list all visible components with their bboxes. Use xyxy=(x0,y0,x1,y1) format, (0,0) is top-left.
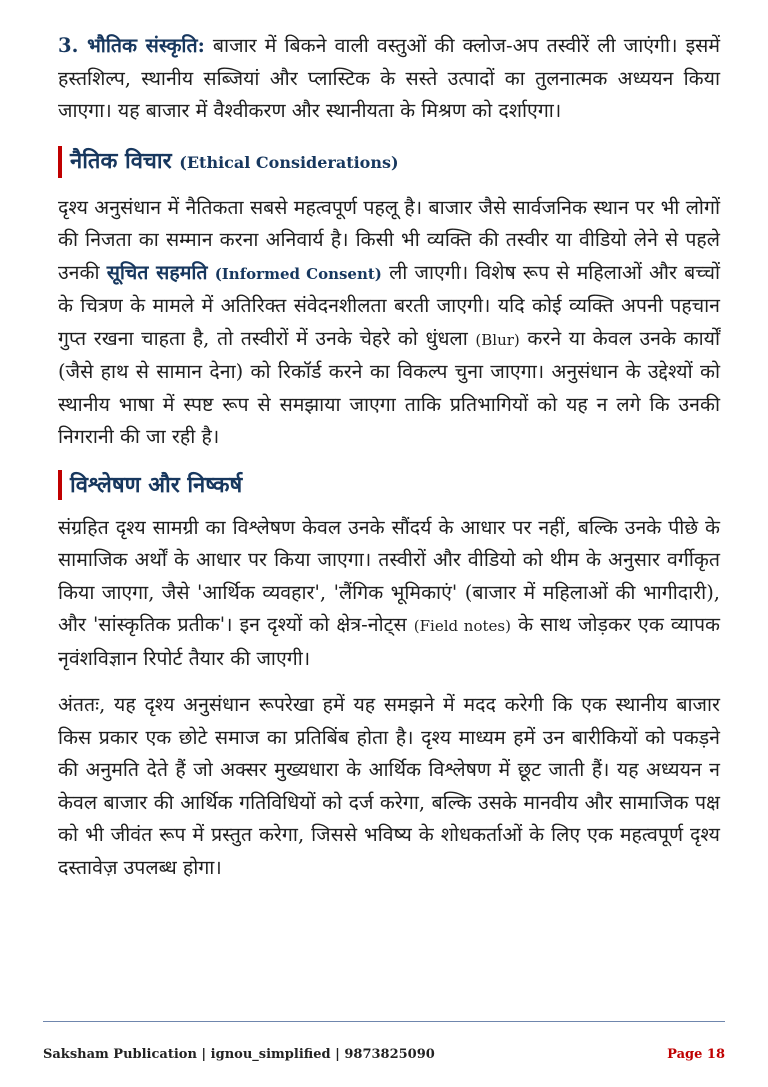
paragraph-analysis xyxy=(58,512,720,676)
physical-culture-heading: 3. भौतिक संस्कृति: xyxy=(58,34,205,57)
footer-publisher: Saksham Publication | ignou_simplified | 9873825090 xyxy=(43,1047,435,1062)
paragraph-ethics xyxy=(58,192,720,454)
physical-culture-text: बाजार में बिकने वाली वस्तुओं की क्लोज-अप तस्वीरें ली जाएंगी। इसमें हस्तशिल्प, स्थानीय सब्जियां और प्लास्टिक के सस्ते उत्पादों का तुलनात्मक अध्ययन किया जाएगा। यह बाजार में वैश्वीकरण और स्थानीयता के मिश्रण को दर्शाएगा। xyxy=(58,34,720,122)
analysis-text-b: के साथ जोड़कर एक व्यापक नृवंशविज्ञान रिपोर्ट तैयार की जाएगी। xyxy=(58,613,721,670)
ethics-heading-english: (Ethical Considerations) xyxy=(179,152,399,172)
informed-consent-english: (Informed Consent) xyxy=(214,264,382,283)
analysis-text-a: संग्रहित दृश्य सामग्री का विश्लेषण केवल उनके सौंदर्य के आधार पर नहीं, बल्कि उनके पीछे के सामाजिक अर्थों के आधार पर किया जाएगा। तस्वीरों और वीडियो को थीम के अनुसार वर्गीकृत किया जाएगा, जैसे 'आर्थिक व्यवहार', 'लैंगिक भूमिकाएं' (बाजार में महिलाओं की भागीदारी), और 'सांस्कृतिक प्रतीक'। इन दृश्यों को क्षेत्र-नोट्स xyxy=(58,515,720,636)
page-footer xyxy=(43,1047,725,1062)
ethics-text-2: ली जाएगी। विशेष रूप से महिलाओं और बच्चों के चित्रण के मामले में अतिरिक्त संवेदनशीलता बरती जाएगी। यदि कोई व्यक्ति अपनी पहचान गुप्त रखना चाहता है, तो तस्वीरों में उनके चेहरे को धुंधला xyxy=(58,260,721,350)
ethics-heading xyxy=(58,146,720,178)
paragraph-conclusion: अंततः, यह दृश्य अनुसंधान रूपरेखा हमें यह समझने में मदद करेगी कि एक स्थानीय बाजार किस प्रकार एक छोटे समाज का प्रतिबिंब होता है। दृश्य माध्यम हमें उन बारीकियों को पकड़ने की अनुमति देते हैं जो अक्सर मुख्यधारा के आर्थिक विश्लेषण में छूट जाती हैं। यह अध्ययन न केवल बाजार की आर्थिक गतिविधियों को दर्ज करेगा, बल्कि उसके मानवीय और सामाजिक पक्ष को भी जीवंत रूप में प्रस्तुत करेगा, जिससे भविष्य के शोधकर्ताओं के लिए एक महत्वपूर्ण दृश्य दस्तावेज़ उपलब्ध होगा। xyxy=(58,693,720,879)
analysis-heading: विश्लेषण और निष्कर्ष xyxy=(58,470,720,500)
page-number: Page 18 xyxy=(667,1047,725,1062)
paragraph-physical-culture xyxy=(58,30,720,128)
field-notes-english: (Field notes) xyxy=(413,617,511,635)
footer-divider xyxy=(43,1021,725,1022)
ethics-heading-hindi: नैतिक विचार xyxy=(70,147,172,174)
ethics-text-3: करने या केवल उनके कार्यों (जैसे हाथ से सामान देना) को रिकॉर्ड करने का विकल्प चुना जाएगा। अनुसंधान के उद्देश्यों को स्थानीय भाषा में स्पष्ट रूप से समझाया जाएगा ताकि प्रतिभागियों को यह न लगे कि उनकी निगरानी की जा रही है। xyxy=(58,326,720,448)
document-page xyxy=(58,30,720,884)
ethics-text-1: दृश्य अनुसंधान में नैतिकता सबसे महत्वपूर्ण पहलू है। बाजार जैसे सार्वजनिक स्थान पर भी लोगों की निजता का सम्मान करना अनिवार्य है। किसी भी व्यक्ति की तस्वीर या वीडियो लेने से पहले उनकी xyxy=(58,195,720,284)
informed-consent-hindi: सूचित सहमति xyxy=(106,260,208,284)
blur-english: (Blur) xyxy=(475,330,520,349)
